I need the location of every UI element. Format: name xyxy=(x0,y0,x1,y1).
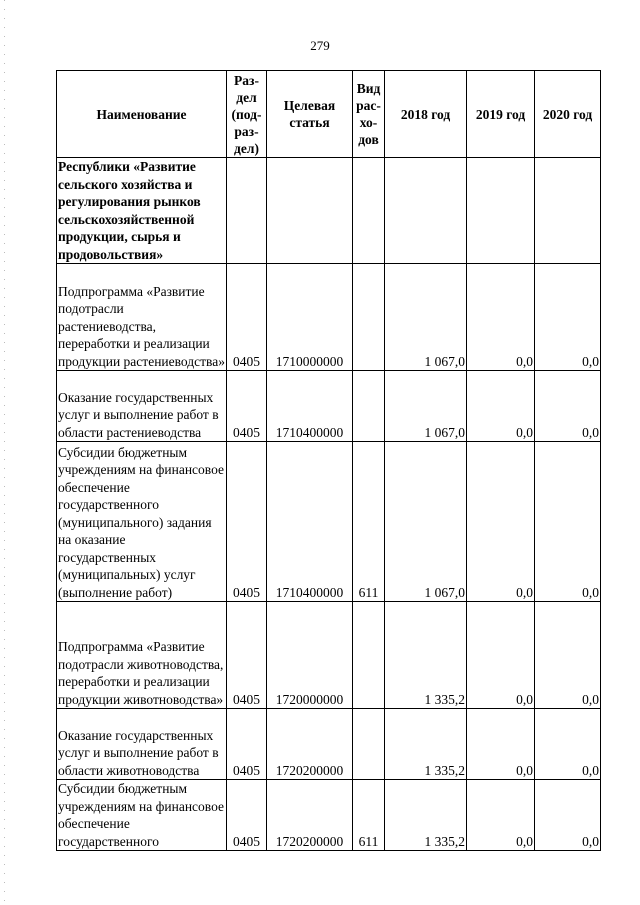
row-expense-type xyxy=(353,602,385,709)
row-2020: 0,0 xyxy=(535,709,601,780)
row-expense-type xyxy=(353,371,385,442)
table-row xyxy=(57,602,601,709)
header-name: Наименование xyxy=(57,71,227,158)
scan-edge-dots xyxy=(4,0,5,905)
header-2019: 2019 год xyxy=(467,71,535,158)
row-2018: 1 067,0 xyxy=(385,264,467,371)
row-target: 1720200000 xyxy=(267,709,353,780)
row-2020: 0,0 xyxy=(535,780,601,851)
row-section: 0405 xyxy=(227,709,267,780)
row-2018: 1 335,2 xyxy=(385,780,467,851)
header-2020: 2020 год xyxy=(535,71,601,158)
row-name: Подпрограмма «Развитие подотрасли растениеводства, переработки и реализации продукции растениеводства» xyxy=(57,264,227,371)
row-section: 0405 xyxy=(227,264,267,371)
row-section xyxy=(227,158,267,264)
row-2018: 1 067,0 xyxy=(385,442,467,602)
table-header-row xyxy=(57,71,601,158)
row-section: 0405 xyxy=(227,442,267,602)
table-row xyxy=(57,442,601,602)
row-target xyxy=(267,158,353,264)
row-2020 xyxy=(535,158,601,264)
row-expense-type: 611 xyxy=(353,780,385,851)
row-2018: 1 335,2 xyxy=(385,709,467,780)
row-2019 xyxy=(467,158,535,264)
row-target: 1710400000 xyxy=(267,442,353,602)
row-2019: 0,0 xyxy=(467,371,535,442)
budget-table xyxy=(56,70,601,851)
row-2019: 0,0 xyxy=(467,602,535,709)
page-number: 279 xyxy=(310,38,330,53)
header-section: Раз-дел (под-раз-дел) xyxy=(227,71,267,158)
table-row xyxy=(57,158,601,264)
row-2018: 1 335,2 xyxy=(385,602,467,709)
row-expense-type xyxy=(353,264,385,371)
row-target: 1720200000 xyxy=(267,780,353,851)
row-expense-type xyxy=(353,709,385,780)
row-target: 1710000000 xyxy=(267,264,353,371)
row-2019: 0,0 xyxy=(467,264,535,371)
row-2020: 0,0 xyxy=(535,264,601,371)
row-2019: 0,0 xyxy=(467,780,535,851)
table-row xyxy=(57,264,601,371)
row-name: Подпрограмма «Развитие подотрасли животноводства, переработки и реализации продукции животноводства» xyxy=(57,602,227,709)
row-2020: 0,0 xyxy=(535,442,601,602)
row-name: Субсидии бюджетным учреждениям на финансовое обеспечение государственного xyxy=(57,780,227,851)
row-2020: 0,0 xyxy=(535,371,601,442)
table-row xyxy=(57,780,601,851)
row-name: Оказание государственных услуг и выполнение работ в области растениеводства xyxy=(57,371,227,442)
header-expense-type: Вид рас-хо-дов xyxy=(353,71,385,158)
header-target: Целевая статья xyxy=(267,71,353,158)
row-section: 0405 xyxy=(227,602,267,709)
row-name: Оказание государственных услуг и выполнение работ в области животноводства xyxy=(57,709,227,780)
row-expense-type xyxy=(353,158,385,264)
row-section: 0405 xyxy=(227,780,267,851)
header-2018: 2018 год xyxy=(385,71,467,158)
table-row xyxy=(57,709,601,780)
table-row xyxy=(57,371,601,442)
row-2018: 1 067,0 xyxy=(385,371,467,442)
row-expense-type: 611 xyxy=(353,442,385,602)
row-2019: 0,0 xyxy=(467,442,535,602)
row-name: Республики «Развитие сельского хозяйства и регулирования рынков сельскохозяйственной продукции, сырья и продовольствия» xyxy=(57,158,227,264)
row-name: Субсидии бюджетным учреждениям на финансовое обеспечение государственного (муниципального) задания на оказание государственных (муниципальных) услуг (выполнение работ) xyxy=(57,442,227,602)
row-2018 xyxy=(385,158,467,264)
row-2020: 0,0 xyxy=(535,602,601,709)
row-section: 0405 xyxy=(227,371,267,442)
row-2019: 0,0 xyxy=(467,709,535,780)
row-target: 1710400000 xyxy=(267,371,353,442)
row-target: 1720000000 xyxy=(267,602,353,709)
